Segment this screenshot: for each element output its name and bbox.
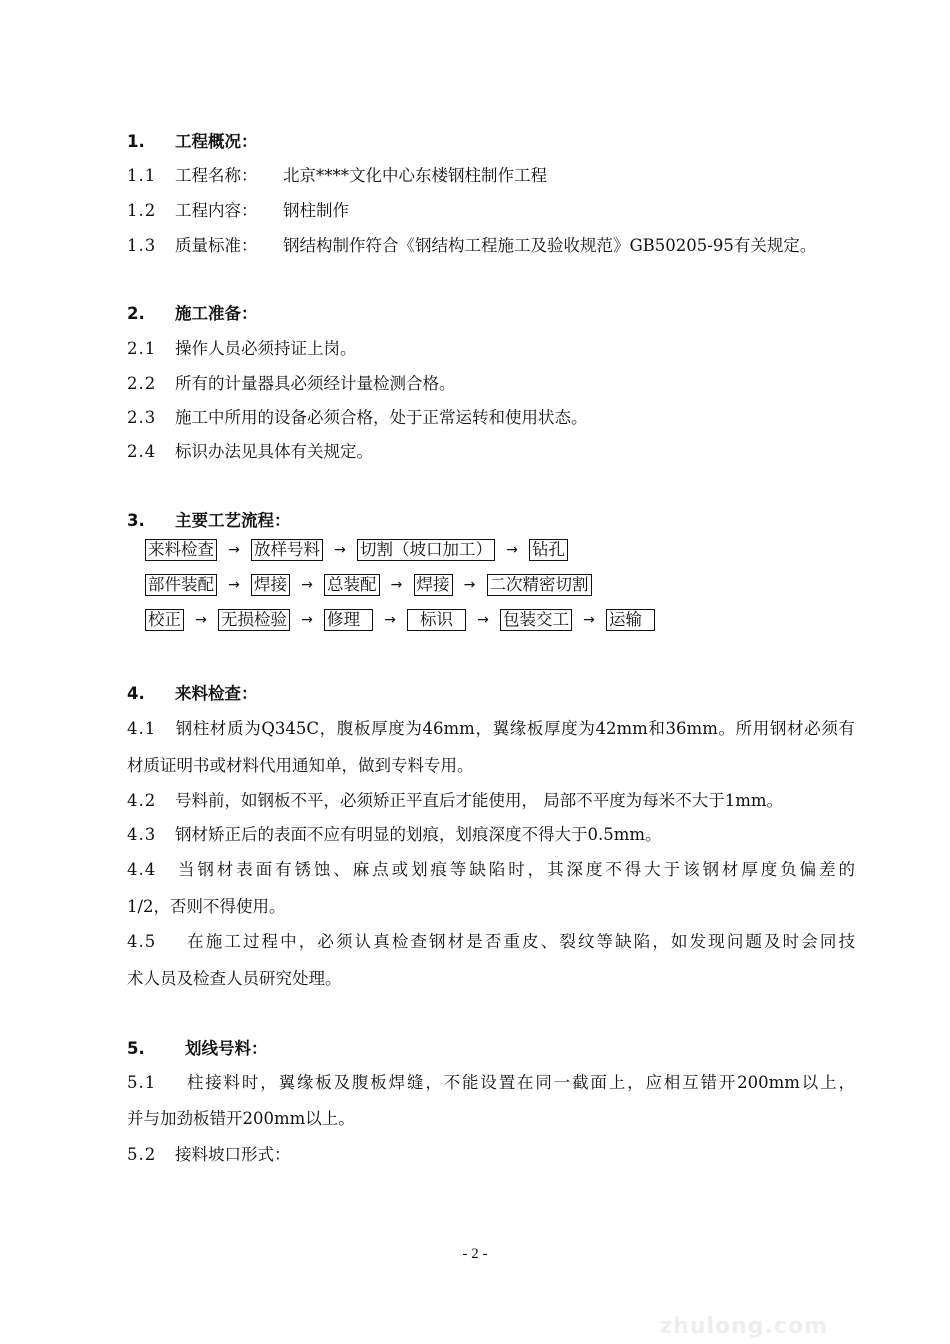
item-number: 4.3 xyxy=(127,825,157,844)
section-3-heading xyxy=(127,507,291,531)
flow-step: 修理 xyxy=(324,609,373,631)
item-text: 接料坡口形式： xyxy=(175,1145,291,1164)
item-number: 4.4 xyxy=(127,860,157,879)
flow-row-3 xyxy=(145,609,655,631)
item-4-4 xyxy=(127,856,855,880)
section-title: 来料检查： xyxy=(175,684,258,703)
item-4-4-continued: 1/2，否则不得使用。 xyxy=(127,897,286,916)
section-number: 5. xyxy=(127,1039,145,1058)
arrow-right-icon: → xyxy=(463,577,476,593)
section-title: 划线号料： xyxy=(185,1039,268,1058)
item-1-2 xyxy=(127,197,349,221)
watermark: zhulong.com xyxy=(659,1314,828,1339)
item-2-3 xyxy=(127,404,588,428)
section-number: 2. xyxy=(127,304,145,323)
item-4-3 xyxy=(127,821,662,845)
flow-step: 焊接 xyxy=(251,574,290,596)
section-title: 施工准备： xyxy=(175,304,258,323)
arrow-right-icon: → xyxy=(195,612,207,628)
item-number: 1.3 xyxy=(127,236,157,255)
item-4-1 xyxy=(127,715,855,739)
arrow-right-icon: → xyxy=(506,542,518,558)
section-number: 1. xyxy=(127,132,145,151)
item-2-2 xyxy=(127,370,456,394)
item-text: 号料前，如钢板不平，必须矫正平直后才能使用， 局部不平度为每米不大于1mm。 xyxy=(175,791,784,810)
flow-step: 总装配 xyxy=(324,574,380,596)
item-text: 当钢材表面有锈蚀、麻点或划痕等缺陷时，其深度不得大于该钢材厚度负偏差的 xyxy=(175,860,855,879)
item-value: 钢柱制作 xyxy=(283,201,349,220)
flow-step: 校正 xyxy=(145,609,184,631)
item-4-5 xyxy=(127,928,855,952)
flow-row-1 xyxy=(145,539,568,561)
item-number: 1.2 xyxy=(127,201,157,220)
item-4-5-continued: 术人员及检查人员研究处理。 xyxy=(127,969,342,988)
item-value: 北京****文化中心东楼钢柱制作工程 xyxy=(283,166,547,185)
flow-step: 焊接 xyxy=(414,574,453,596)
flow-step: 来料检查 xyxy=(145,539,217,561)
item-number: 2.3 xyxy=(127,408,157,427)
item-number: 2.2 xyxy=(127,374,157,393)
arrow-right-icon: → xyxy=(301,612,313,628)
item-2-1 xyxy=(127,335,357,359)
item-4-2 xyxy=(127,787,783,811)
page-number: - 2 - xyxy=(462,1246,488,1262)
item-1-1 xyxy=(127,162,547,186)
item-number: 1.1 xyxy=(127,166,157,185)
item-text: 操作人员必须持证上岗。 xyxy=(175,339,357,358)
flow-step: 切割（坡口加工） xyxy=(357,539,495,561)
item-5-1-continued: 并与加劲板错开200mm以上。 xyxy=(127,1109,355,1128)
item-number: 2.4 xyxy=(127,442,157,461)
arrow-right-icon: → xyxy=(228,542,240,558)
item-number: 4.1 xyxy=(127,719,157,738)
flow-step: 钻孔 xyxy=(529,539,568,561)
item-number: 2.1 xyxy=(127,339,157,358)
item-number: 5.2 xyxy=(127,1145,157,1164)
arrow-right-icon: → xyxy=(583,612,595,628)
flow-step: 放样号料 xyxy=(251,539,323,561)
section-1-heading xyxy=(127,128,258,152)
item-key: 质量标准： xyxy=(175,236,258,255)
arrow-right-icon: → xyxy=(334,542,346,558)
flow-step: 部件装配 xyxy=(145,574,217,596)
item-4-1-continued: 材质证明书或材料代用通知单，做到专料专用。 xyxy=(127,756,474,775)
item-key: 工程名称： xyxy=(175,166,258,185)
item-number: 5.1 xyxy=(127,1073,157,1092)
flow-step: 无损检验 xyxy=(218,609,290,631)
flow-row-2 xyxy=(145,574,592,596)
item-text: 所有的计量器具必须经计量检测合格。 xyxy=(175,374,456,393)
section-2-heading xyxy=(127,300,258,324)
item-key: 工程内容： xyxy=(175,201,258,220)
flow-step: 运输 xyxy=(606,609,655,631)
item-text: 钢材矫正后的表面不应有明显的划痕，划痕深度不得大于0.5mm。 xyxy=(175,825,662,844)
section-title: 主要工艺流程： xyxy=(175,511,291,530)
item-text: 标识办法见具体有关规定。 xyxy=(175,442,373,461)
item-5-2 xyxy=(127,1141,291,1165)
item-number: 4.5 xyxy=(127,932,157,951)
arrow-right-icon: → xyxy=(390,577,403,593)
section-number: 3. xyxy=(127,511,145,530)
arrow-right-icon: → xyxy=(301,577,313,593)
item-text: 施工中所用的设备必须合格，处于正常运转和使用状态。 xyxy=(175,408,588,427)
item-number: 4.2 xyxy=(127,791,157,810)
section-5-heading xyxy=(127,1035,268,1059)
arrow-right-icon: → xyxy=(384,612,396,628)
flow-step: 标识 xyxy=(407,609,466,631)
flow-step: 包装交工 xyxy=(500,609,572,631)
item-value: 钢结构制作符合《钢结构工程施工及验收规范》GB50205-95有关规定。 xyxy=(283,236,817,255)
item-5-1 xyxy=(127,1069,855,1093)
item-2-4 xyxy=(127,438,373,462)
item-text: 钢柱材质为Q345C，腹板厚度为46mm，翼缘板厚度为42mm和36mm。所用钢材必须有 xyxy=(175,719,855,738)
section-number: 4. xyxy=(127,684,145,703)
item-text: 柱接料时，翼缘板及腹板焊缝，不能设置在同一截面上，应相互错开200mm以上， xyxy=(185,1073,855,1092)
section-title: 工程概况： xyxy=(175,132,258,151)
arrow-right-icon: → xyxy=(477,612,489,628)
item-text: 在施工过程中，必须认真检查钢材是否重皮、裂纹等缺陷，如发现问题及时会同技 xyxy=(185,932,855,951)
section-4-heading xyxy=(127,680,258,704)
flow-step: 二次精密切割 xyxy=(487,574,592,596)
arrow-right-icon: → xyxy=(228,577,240,593)
item-1-3 xyxy=(127,232,816,256)
